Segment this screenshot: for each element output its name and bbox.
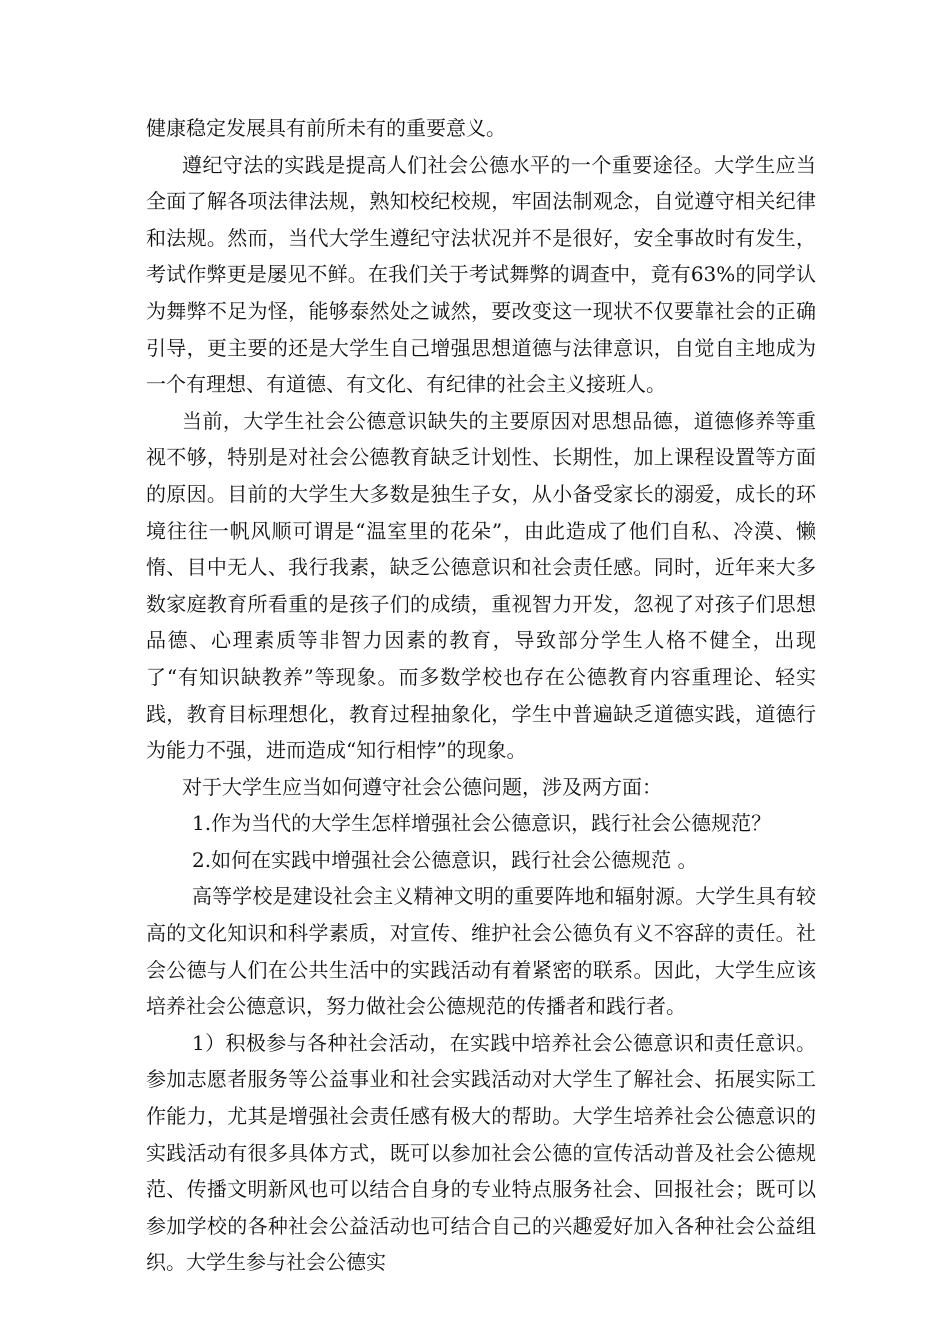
list-item-1: 1.作为当代的大学生怎样增强社会公德意识，践行社会公德规范？ (192, 811, 772, 836)
paragraph-two-aspects: 对于大学生应当如何遵守社会公德问题，涉及两方面： (182, 774, 662, 799)
list-item-2: 2.如何在实践中增强社会公德意识，践行社会公德规范 。 (192, 847, 698, 872)
document-body (146, 110, 816, 1281)
paragraph-continuation: 健康稳定发展具有前所未有的重要意义。 (146, 116, 506, 140)
paragraph-universities: 高等学校是建设社会主义精神文明的重要阵地和辐射源。大学生具有较高的文化知识和科学素质，对宣传、维护社会公德负有义不容辞的责任。社会公德与人们在公共生活中的实践活动有着紧密的联系。因此，大学生应该培养社会公德意识，努力做社会公德规范的传播者和践行者。 (146, 884, 816, 1019)
paragraph-social-activities: 1）积极参与各种社会活动，在实践中培养社会公德意识和责任意识。参加志愿者服务等公益事业和社会实践活动对大学生了解社会、拓展实际工作能力，尤其是增强社会责任感有极大的帮助。大学生培养社会公德意识的实践活动有很多具体方式，既可以参加社会公德的宣传活动普及社会公德规范、传播文明新风也可以结合自身的专业特点服务社会、回报社会；既可以参加学校的各种社会公益活动也可结合自己的兴趣爱好加入各种社会公益组织。大学生参与社会公德实 (146, 1030, 816, 1275)
paragraph-causes: 当前，大学生社会公德意识缺失的主要原因对思想品德，道德修养等重视不够，特别是对社会公德教育缺乏计划性、长期性，加上课程设置等方面的原因。目前的大学生大多数是独生子女，从小备受家长的溺爱，成长的环境往往一帆风顺可谓是“温室里的花朵”，由此造成了他们自私、冷漠、懒惰、目中无人、我行我素，缺乏公德意识和社会责任感。同时，近年来大多数家庭教育所看重的是孩子们的成绩，重视智力开发，忽视了对孩子们思想品德、心理素质等非智力因素的教育，导致部分学生人格不健全，出现了“有知识缺教养”等现象。而多数学校也存在公德教育内容重理论、轻实践，教育目标理想化，教育过程抽象化，学生中普遍缺乏道德实践，道德行为能力不强，进而造成“知行相悖”的现象。 (146, 408, 816, 763)
paragraph-law-practice: 遵纪守法的实践是提高人们社会公德水平的一个重要途径。大学生应当全面了解各项法律法规，熟知校纪校规，牢固法制观念，自觉遵守相关纪律和法规。然而，当代大学生遵纪守法状况并不是很好，安全事故时有发生，考试作弊更是屡见不鲜。在我们关于考试舞弊的调查中，竟有63%的同学认为舞弊不足为怪，能够泰然处之诚然，要改变这一现状不仅要靠社会的正确引导，更主要的还是大学生自己增强思想道德与法律意识，自觉自主地成为一个有理想、有道德、有文化、有纪律的社会主义接班人。 (146, 152, 816, 397)
